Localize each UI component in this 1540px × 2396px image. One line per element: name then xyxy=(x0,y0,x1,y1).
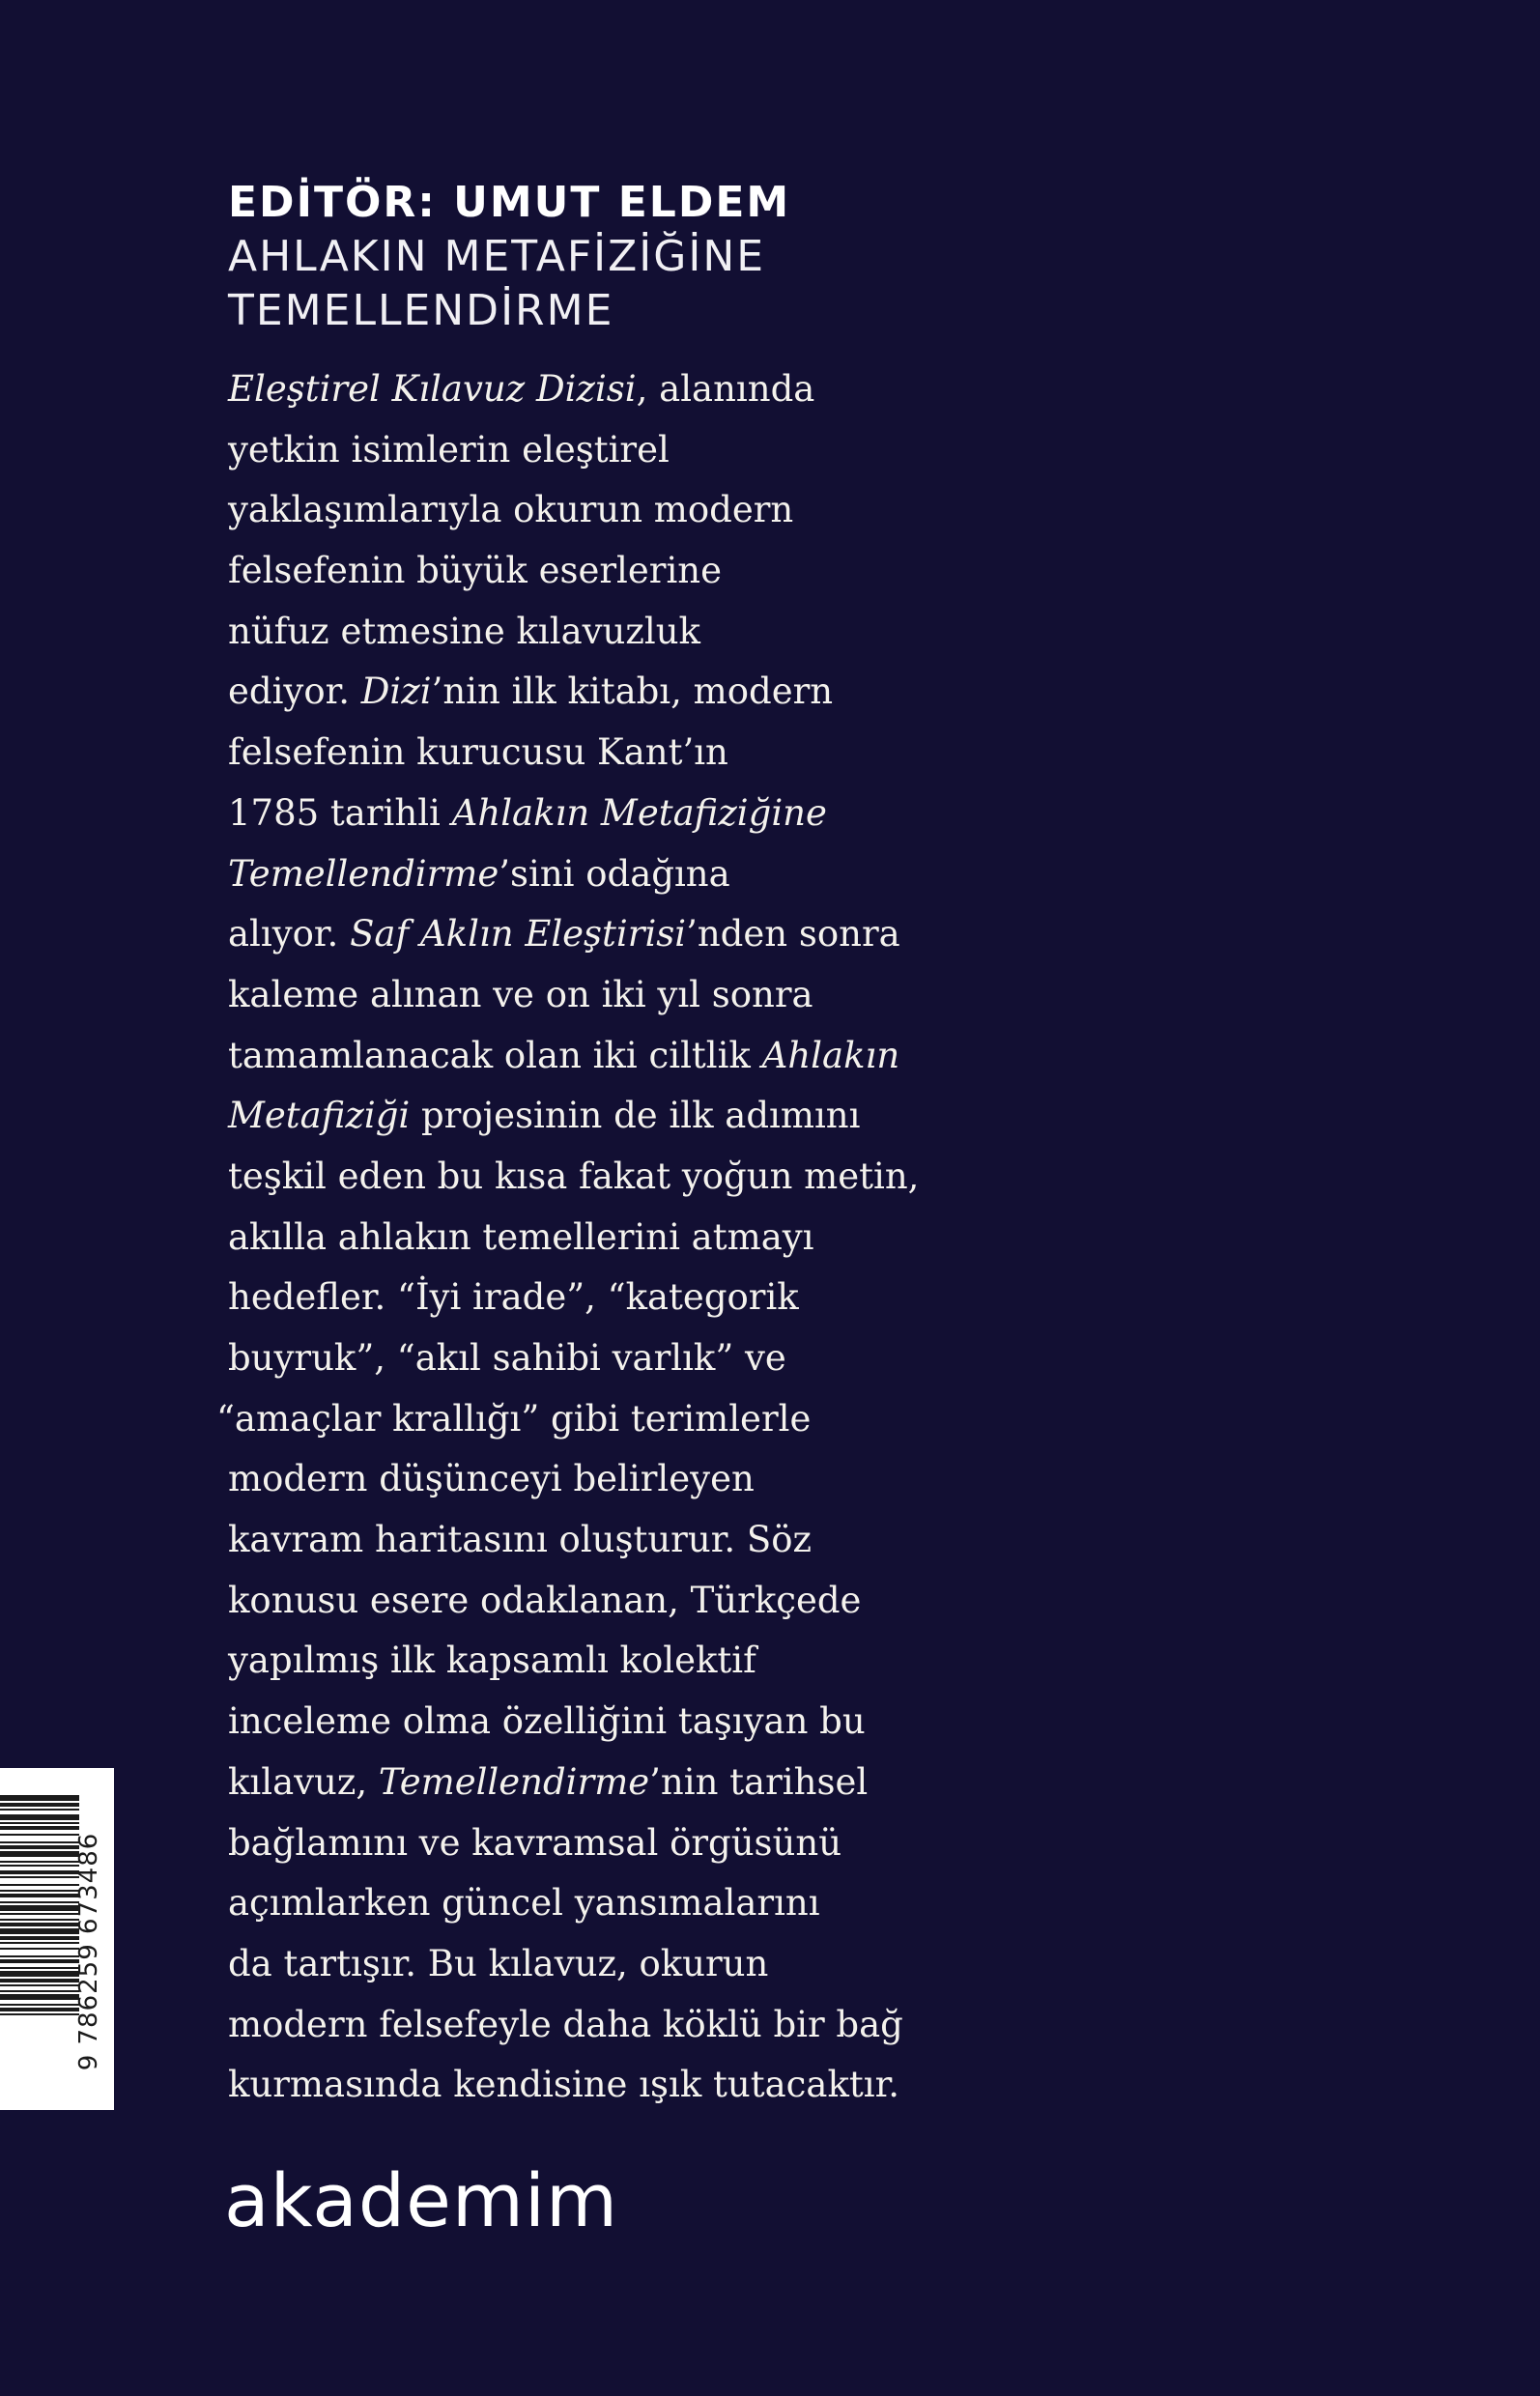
barcode-bar xyxy=(0,1795,79,1801)
barcode-bar xyxy=(0,1861,79,1863)
barcode-bar xyxy=(0,2008,79,2011)
barcode-bar xyxy=(0,1919,79,1921)
barcode-bar xyxy=(0,1894,79,1897)
barcode-bar xyxy=(0,1936,79,1940)
blurb-line xyxy=(228,904,962,965)
barcode-bar xyxy=(0,1834,79,1836)
barcode-bar xyxy=(0,1826,79,1830)
italic-title: Ahlakın xyxy=(761,1034,900,1076)
italic-title: Temellendirme xyxy=(228,852,499,895)
blurb-line: inceleme olma özelliğini taşıyan bu xyxy=(228,1700,866,1743)
barcode-bar xyxy=(0,1971,79,1977)
barcode-bar xyxy=(0,2013,79,2015)
blurb-line: kaleme alınan ve on iki yıl sonra xyxy=(228,973,813,1015)
barcode-bar xyxy=(0,1984,79,1986)
blurb-fragment: projesinin de ilk adımını xyxy=(410,1095,861,1137)
barcode-bar xyxy=(0,1884,79,1886)
barcode-bar xyxy=(0,1845,79,1849)
blurb-fragment: ediyor. xyxy=(228,670,361,713)
blurb-line: nüfuz etmesine kılavuzluk xyxy=(228,610,700,652)
blurb-line: modern felsefeyle daha köklü bir bağ xyxy=(228,2003,903,2045)
blurb-line xyxy=(228,1086,962,1147)
barcode-bar xyxy=(0,1955,79,1957)
blurb-fragment: ’nin tarihsel xyxy=(649,1760,869,1803)
blurb-line: bağlamını ve kavramsal örgüsünü xyxy=(228,1821,842,1864)
barcode-bar xyxy=(0,1822,79,1824)
blurb-line: yetkin isimlerin eleştirel xyxy=(228,428,670,471)
italic-term: Dizi xyxy=(360,670,432,713)
barcode-bar xyxy=(0,1959,79,1963)
blurb-line: buyruk”, “akıl sahibi varlık” ve xyxy=(228,1337,786,1379)
barcode-bar xyxy=(0,1876,79,1878)
blurb-line xyxy=(228,359,962,420)
barcode-bar xyxy=(0,1851,79,1857)
editor-name: EDİTÖR: UMUT ELDEM xyxy=(228,178,791,227)
barcode-bar xyxy=(0,1905,79,1911)
blurb-fragment: kılavuz, xyxy=(228,1760,379,1803)
blurb-line xyxy=(228,784,962,844)
publisher-logo-mark xyxy=(224,2153,619,2249)
blurb-line: felsefenin kurucusu Kant’ın xyxy=(228,731,728,774)
barcode-bars xyxy=(0,1795,79,2085)
barcode-bar xyxy=(0,1809,79,1811)
book-title-line-1: AHLAKIN METAFİZİĞİNE xyxy=(228,232,766,281)
blurb-fragment: ’nin ilk kitabı, modern xyxy=(431,670,834,713)
blurb-line: da tartışır. Bu kılavuz, okurun xyxy=(228,1942,769,1984)
blurb-line xyxy=(228,844,962,905)
blurb-line: “amaçlar krallığı” gibi terimlerle xyxy=(216,1397,812,1440)
barcode-bar xyxy=(0,2004,79,2006)
blurb-line: konusu esere odaklanan, Türkçede xyxy=(228,1579,862,1621)
barcode-bar xyxy=(0,1948,79,1950)
isbn-barcode xyxy=(0,1768,114,2110)
barcode-bar xyxy=(0,1923,79,1926)
italic-title: Ahlakın Metafiziğine xyxy=(451,791,827,834)
blurb-line: teşkil eden bu kısa fakat yoğun metin, xyxy=(228,1155,920,1197)
blurb-line: hedefler. “İyi irade”, “kategorik xyxy=(228,1276,799,1319)
book-title-line-2: TEMELLENDİRME xyxy=(228,286,614,335)
blurb-line: felsefenin büyük eserlerine xyxy=(228,550,723,592)
blurb-line xyxy=(228,1753,962,1813)
barcode-bar xyxy=(0,1990,79,1992)
barcode-bar xyxy=(0,1942,79,1944)
italic-title: Saf Aklın Eleştirisi xyxy=(350,913,687,956)
cover-header xyxy=(228,176,1098,338)
barcode-bar xyxy=(0,1994,79,2000)
italic-title: Temellendirme xyxy=(378,1760,650,1803)
blurb-line xyxy=(228,1026,962,1087)
barcode-bar xyxy=(0,1890,79,1892)
barcode-bar xyxy=(0,1803,79,1807)
blurb-fragment: ’sini odağına xyxy=(499,852,730,895)
blurb-line: açımlarken güncel yansımalarını xyxy=(228,1882,820,1925)
blurb-line: akılla ahlakın temellerini atmayı xyxy=(228,1215,814,1258)
blurb-line: kurmasında kendisine ışık tutacaktır. xyxy=(228,2064,899,2106)
blurb-line: modern düşünceyi belirleyen xyxy=(228,1458,755,1500)
barcode-bar xyxy=(0,1841,79,1843)
isbn-digits: 9 786259 673486 xyxy=(74,1832,103,2071)
barcode-bar xyxy=(0,1901,79,1903)
blurb-fragment: , alanında xyxy=(636,368,815,410)
barcode-bar xyxy=(0,1814,79,1820)
blurb-line: kavram haritasını oluşturur. Söz xyxy=(228,1519,812,1561)
blurb-fragment: alıyor. xyxy=(228,913,351,956)
publisher-logo-text: akademim xyxy=(224,2157,619,2243)
blurb-fragment: 1785 tarihli xyxy=(228,791,452,834)
blurb-text xyxy=(216,359,962,2116)
series-name: Eleştirel Kılavuz Dizisi xyxy=(228,368,637,410)
barcode-bar xyxy=(0,1913,79,1915)
barcode-bar xyxy=(0,1865,79,1867)
italic-title: Metafiziği xyxy=(228,1095,411,1137)
blurb-fragment: tamamlanacak olan iki ciltlik xyxy=(228,1034,762,1076)
barcode-bar xyxy=(0,1870,79,1874)
blurb-line: yaklaşımlarıyla okurun modern xyxy=(228,489,794,531)
blurb-line xyxy=(228,662,962,723)
barcode-bar xyxy=(0,1928,79,1934)
blurb-fragment: ’nden sonra xyxy=(686,913,900,956)
barcode-bar xyxy=(0,1967,79,1969)
blurb-line: yapılmış ilk kapsamlı kolektif xyxy=(228,1640,756,1682)
barcode-bar xyxy=(0,1979,79,1982)
